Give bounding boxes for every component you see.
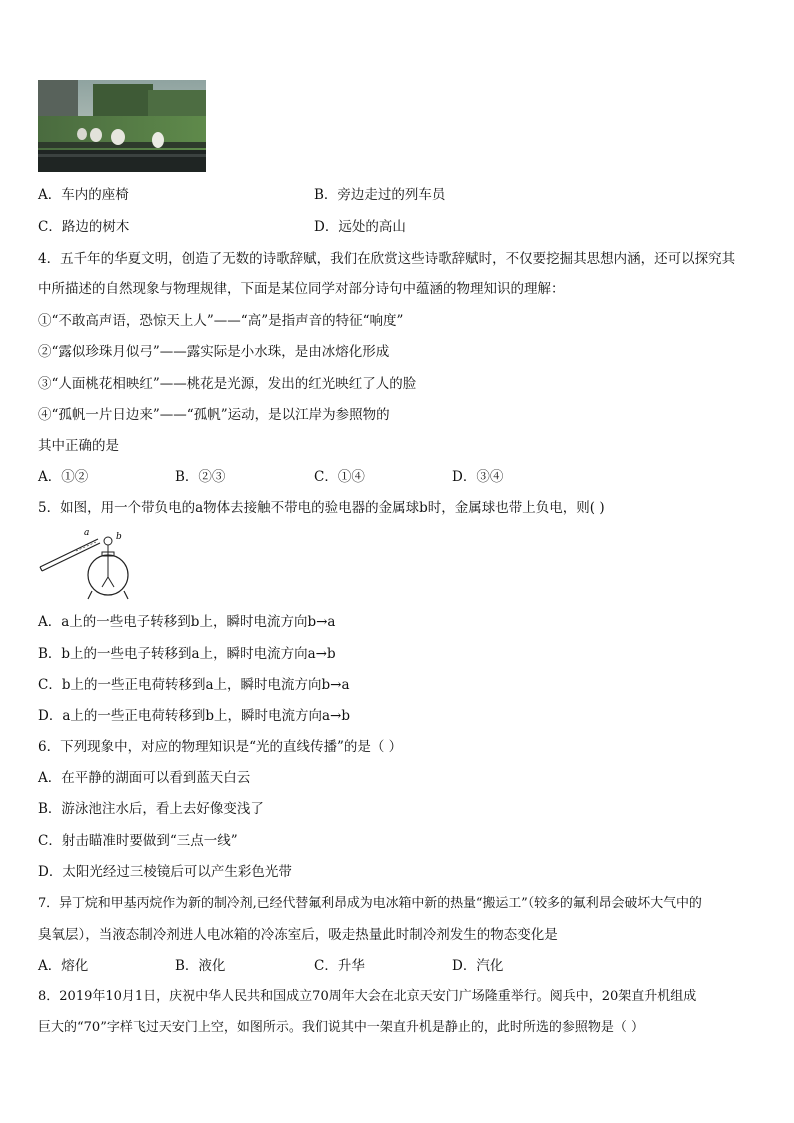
q7-option-c: C．升华 <box>314 958 365 974</box>
q6-option-a: A．在平静的湖面可以看到蓝天白云 <box>38 770 251 786</box>
q7-stem-line1: 7．异丁烷和甲基丙烷作为新的制冷剂,已经代替氟利昂成为电冰箱中新的热量“搬运工”（较多的氟利昂会破坏大气中的 <box>38 896 702 911</box>
q5-option-d: D．a上的一些正电荷转移到b上，瞬时电流方向a→b <box>38 708 351 724</box>
q7-option-b: B．液化 <box>175 958 226 974</box>
q6-option-d: D．太阳光经过三棱镜后可以产生彩色光带 <box>38 864 292 880</box>
q3-option-d: D．远处的高山 <box>314 219 406 235</box>
q4-item-2: ②“露似珍珠月似弓”——露实际是小水珠，是由冰熔化形成 <box>38 344 390 360</box>
q4-item-3: ③“人面桃花相映红”——桃花是光源，发出的红光映红了人的脸 <box>38 376 417 392</box>
q4-option-a: A．①② <box>38 469 89 485</box>
q4-tail: 其中正确的是 <box>38 438 119 454</box>
q5-stem: 5．如图，用一个带负电的a物体去接触不带电的验电器的金属球b时，金属球也带上负电，则( ) <box>38 500 605 516</box>
q8-stem-line2: 巨大的“70”字样飞过天安门上空，如图所示。我们说其中一架直升机是静止的，此时所选的参照物是（ ） <box>38 1020 644 1035</box>
q7-stem-line2: 臭氧层），当液态制冷剂进人电冰箱的冷冻室后，吸走热量此时制冷剂发生的物态变化是 <box>38 927 558 943</box>
q4-option-b: B．②③ <box>175 469 226 485</box>
q7-option-a: A．熔化 <box>38 958 89 974</box>
q3-option-b: B．旁边走过的列车员 <box>314 187 446 203</box>
q6-option-c: C．射击瞄准时要做到“三点一线” <box>38 833 238 849</box>
figure-label-b: b <box>116 532 122 542</box>
q4-item-1: ①“不敢高声语，恐惊天上人”——“高”是指声音的特征“响度” <box>38 313 404 329</box>
q5-option-b: B．b上的一些电子转移到a上，瞬时电流方向a→b <box>38 646 336 662</box>
q6-stem: 6．下列现象中，对应的物理知识是“光的直线传播”的是（ ） <box>38 739 403 755</box>
q4-stem-line1: 4．五千年的华夏文明，创造了无数的诗歌辞赋，我们在欣赏这些诗歌辞赋时，不仅要挖掘其思想内涵，还可以探究其 <box>38 251 736 267</box>
electroscope-figure <box>36 527 186 603</box>
q4-option-c: C．①④ <box>314 469 365 485</box>
q4-item-4: ④“孤帆一片日边来”——“孤帆”运动，是以江岸为参照物的 <box>38 407 390 423</box>
train-window-photo <box>38 80 206 172</box>
q3-option-a: A．车内的座椅 <box>38 187 129 203</box>
q5-option-a: A．a上的一些电子转移到b上，瞬时电流方向b→a <box>38 614 336 630</box>
q4-stem-line2: 中所描述的自然现象与物理规律，下面是某位同学对部分诗句中蕴涵的物理知识的理解： <box>38 281 565 297</box>
q5-option-c: C．b上的一些正电荷转移到a上，瞬时电流方向b→a <box>38 677 350 693</box>
figure-label-a: a <box>84 528 90 538</box>
q3-option-c: C．路边的树木 <box>38 219 130 235</box>
q7-option-d: D．汽化 <box>452 958 504 974</box>
q8-stem-line1: 8．2019年10月1日，庆祝中华人民共和国成立70周年大会在北京天安门广场隆重举行。阅兵中，20架直升机组成 <box>38 989 697 1004</box>
q6-option-b: B．游泳池注水后，看上去好像变浅了 <box>38 801 264 817</box>
q4-option-d: D．③④ <box>452 469 504 485</box>
